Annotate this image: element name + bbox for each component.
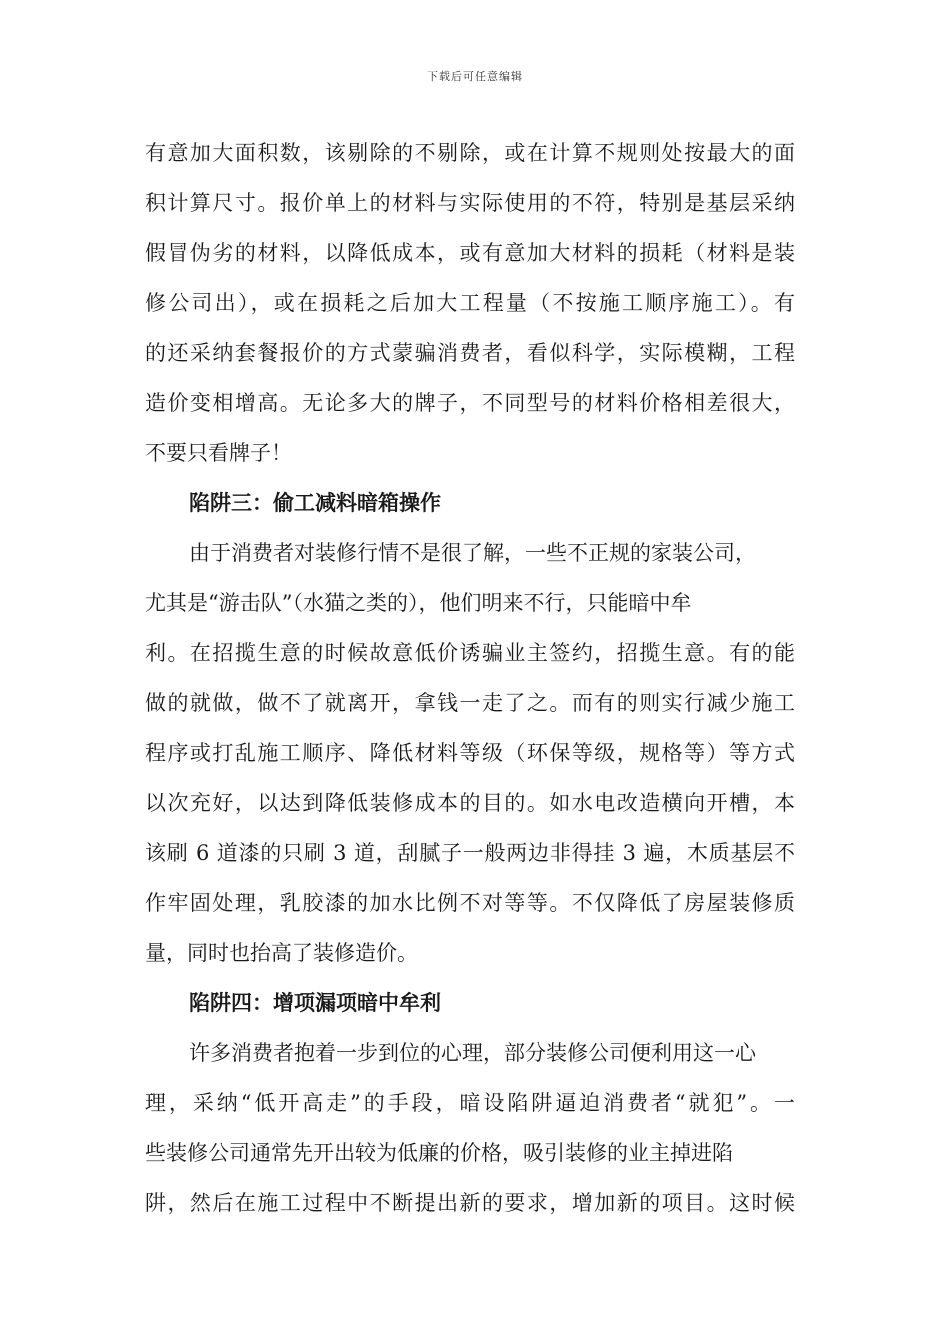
text-line: 许多消费者抱着一步到位的心理，部分装修公司便利用这一心 xyxy=(189,1041,756,1065)
text-line: 程序或打乱施工顺序、降低材料等级（环保等级，规格等）等方式 xyxy=(145,741,795,765)
text-line: 假冒伪劣的材料，以降低成本，或有意加大材料的损耗（材料是装 xyxy=(145,241,795,265)
text-line: 阱，然后在施工过程中不断提出新的要求，增加新的项目。这时候 xyxy=(145,1191,795,1215)
body-text xyxy=(145,128,795,1228)
text-line: 尤其是“游击队”（水猫之类的），他们明来不行，只能暗中牟 xyxy=(145,591,692,615)
text-line: 有意加大面积数，该剔除的不剔除，或在计算不规则处按最大的面 xyxy=(145,141,795,165)
section-heading: 陷阱三：偷工减料暗箱操作 xyxy=(189,490,441,515)
text-line: 不要只看牌子！ xyxy=(145,441,292,465)
text-line: 利。在招揽生意的时候故意低价诱骗业主签约，招揽生意。有的能 xyxy=(145,641,795,665)
text-line: 量，同时也抬高了装修造价。 xyxy=(145,941,418,965)
text-line: 积计算尺寸。报价单上的材料与实际使用的不符，特别是基层采纳 xyxy=(145,191,795,215)
text-line: 些装修公司通常先开出较为低廉的价格，吸引装修的业主掉进陷 xyxy=(145,1141,733,1165)
page-header: 下载后可任意编辑 xyxy=(427,70,523,83)
text-line: 以次充好，以达到降低装修成本的目的。如水电改造横向开槽，本 xyxy=(145,791,795,815)
text-line: 作牢固处理，乳胶漆的加水比例不对等等。不仅降低了房屋装修质 xyxy=(145,891,795,915)
text-line: 理，采纳“低开高走”的手段，暗设陷阱逼迫消费者“就犯”。一 xyxy=(145,1091,795,1115)
text-line: 修公司出），或在损耗之后加大工程量（不按施工顺序施工）。有 xyxy=(145,291,795,315)
text-line: 该刷 6 道漆的只刷 3 道，刮腻子一般两边非得挂 3 遍，木质基层不 xyxy=(145,841,795,865)
section-heading: 陷阱四：增项漏项暗中牟利 xyxy=(189,990,441,1015)
text-line: 的还采纳套餐报价的方式蒙骗消费者，看似科学，实际模糊，工程 xyxy=(145,341,795,365)
text-line: 造价变相增高。无论多大的牌子，不同型号的材料价格相差很大， xyxy=(145,391,795,415)
text-line: 做的就做，做不了就离开，拿钱一走了之。而有的则实行减少施工 xyxy=(145,691,795,715)
text-line: 由于消费者对装修行情不是很了解，一些不正规的家装公司， xyxy=(189,541,756,565)
